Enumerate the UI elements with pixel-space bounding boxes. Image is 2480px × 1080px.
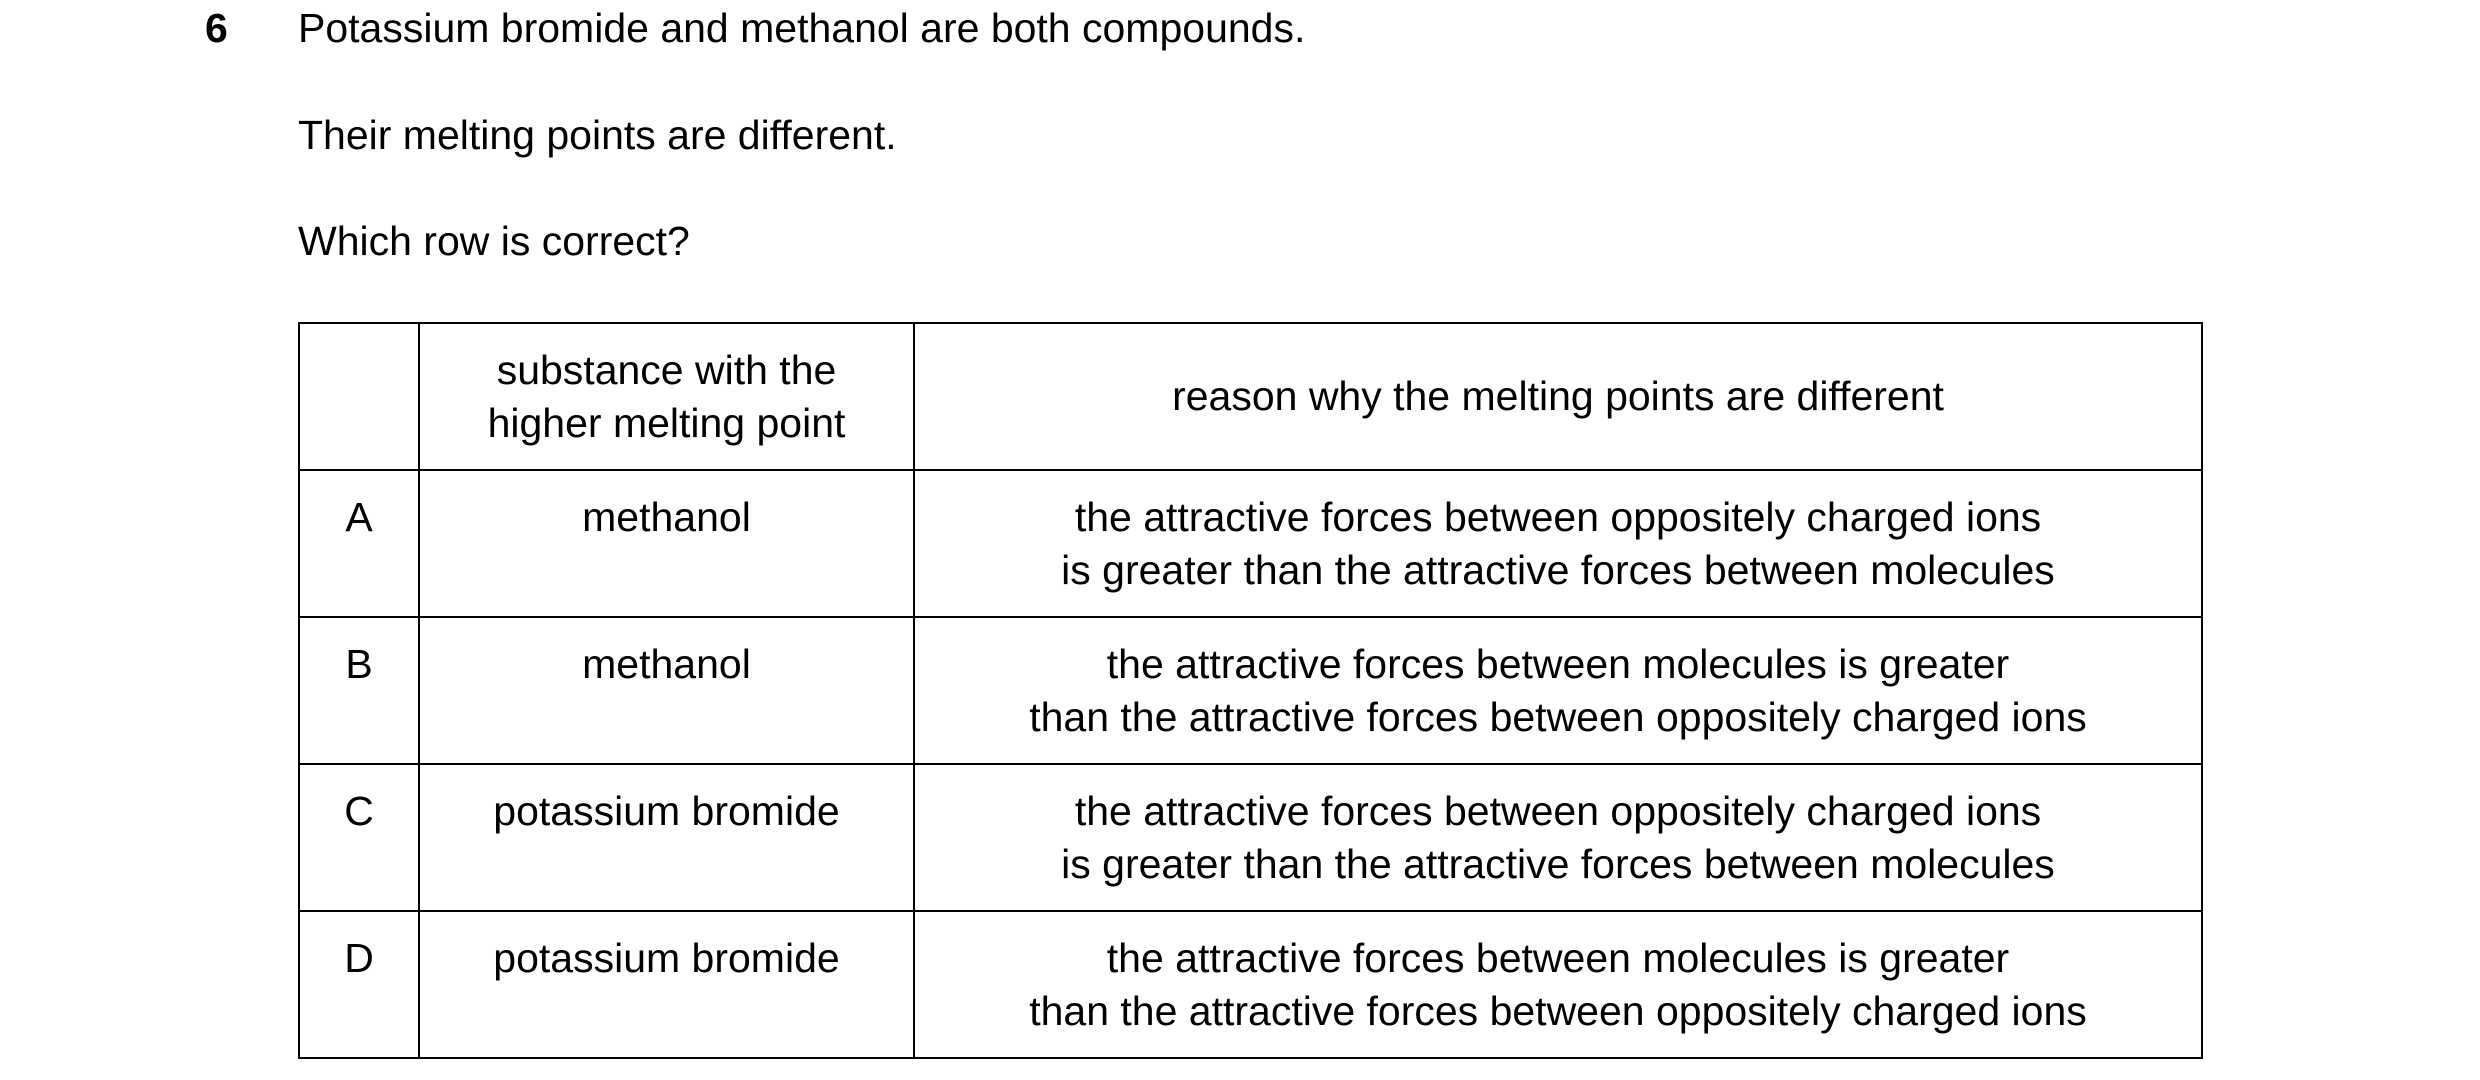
row-reason <box>914 764 2202 911</box>
reason-a-line1: the attractive forces between oppositely charged ions <box>1074 494 2042 540</box>
header-substance-line2: higher melting point <box>487 399 846 446</box>
question-number: 6 <box>205 5 228 51</box>
reason-c-line2: is greater than the attractive forces between molecules <box>1061 841 2055 887</box>
substance-d: potassium bromide <box>493 935 840 981</box>
row-substance <box>419 470 914 617</box>
row-letter <box>299 764 419 911</box>
reason-d-line1: the attractive forces between molecules is greater <box>1106 935 2010 981</box>
table-row-d[interactable] <box>299 911 2202 1058</box>
header-letter-cell <box>299 323 419 470</box>
table-row-b[interactable] <box>299 617 2202 764</box>
table-header-row <box>299 323 2202 470</box>
answer-table <box>298 322 2203 1059</box>
substance-c: potassium bromide <box>493 788 840 834</box>
row-letter <box>299 617 419 764</box>
substance-b: methanol <box>582 641 751 687</box>
row-substance <box>419 911 914 1058</box>
question-prompt: Which row is correct? <box>298 218 690 264</box>
row-reason <box>914 470 2202 617</box>
row-letter <box>299 911 419 1058</box>
row-reason <box>914 911 2202 1058</box>
header-substance-line1: substance with the <box>496 346 837 393</box>
question-context: Their melting points are different. <box>298 112 897 158</box>
header-reason-cell: reason why the melting points are different <box>914 323 2202 470</box>
reason-d-line2: than the attractive forces between oppositely charged ions <box>1029 988 2087 1034</box>
table-row-a[interactable] <box>299 470 2202 617</box>
row-substance <box>419 764 914 911</box>
option-letter-a: A <box>345 494 373 540</box>
reason-a-line2: is greater than the attractive forces between molecules <box>1061 547 2055 593</box>
table-row-c[interactable] <box>299 764 2202 911</box>
row-substance <box>419 617 914 764</box>
header-substance-cell <box>419 323 914 470</box>
reason-b-line2: than the attractive forces between oppositely charged ions <box>1029 694 2087 740</box>
reason-c-line1: the attractive forces between oppositely charged ions <box>1074 788 2042 834</box>
row-letter <box>299 470 419 617</box>
substance-a: methanol <box>582 494 751 540</box>
question-statement: Potassium bromide and methanol are both compounds. <box>298 5 1306 51</box>
reason-b-line1: the attractive forces between molecules is greater <box>1106 641 2010 687</box>
option-letter-b: B <box>345 641 373 687</box>
row-reason <box>914 617 2202 764</box>
option-letter-d: D <box>344 935 374 981</box>
option-letter-c: C <box>344 788 374 834</box>
